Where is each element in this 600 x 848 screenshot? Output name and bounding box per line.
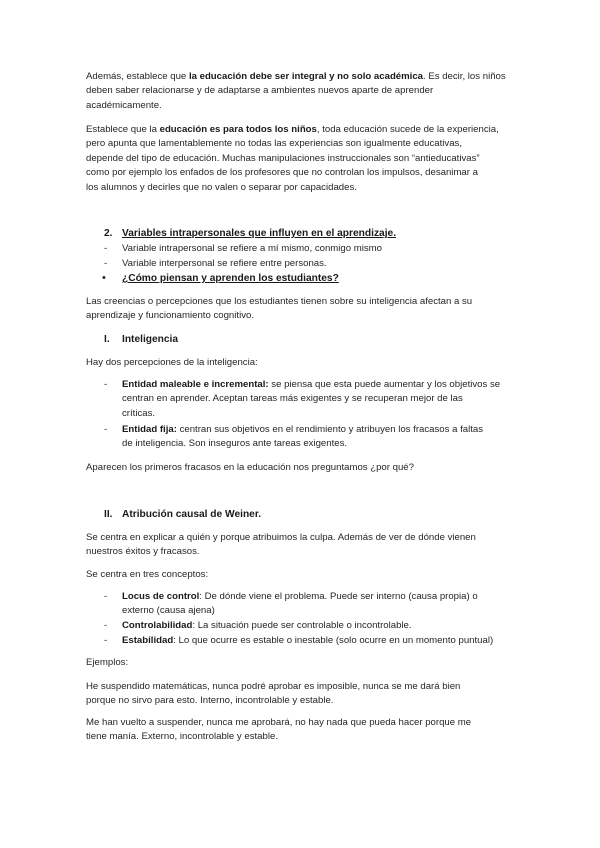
dash-marker: - (104, 424, 108, 435)
text-line: nuestros éxitos y fracasos. (86, 546, 200, 558)
text-line: académicamente. (86, 99, 162, 111)
intro-paragraph-1 (86, 70, 516, 113)
inteligencia-intro (86, 356, 516, 370)
text: , toda educación sucede de la experiencia, (316, 124, 499, 135)
list-item (122, 378, 522, 421)
list-item: Variable intrapersonal se refiere a mí mismo, conmigo mismo (122, 243, 383, 254)
dash-marker: - (104, 379, 108, 390)
section-title: Variables intrapersonales que influyen en el aprendizaje. (122, 228, 397, 239)
text-line: críticas. (122, 407, 156, 419)
text: : La situación puede ser controlable o incontrolable. (192, 620, 412, 631)
list-item (122, 423, 522, 452)
weiner-paragraph-2 (86, 568, 516, 582)
dash-marker: - (104, 635, 108, 646)
dash-marker: - (104, 243, 108, 254)
text-line: como por ejemplo los enfados de los profesores que no controlan los impulsos, desanimar a (86, 167, 478, 179)
section-number: I. (104, 334, 110, 345)
text-line: Se centra en tres conceptos: (86, 569, 209, 580)
text-line: externo (causa ajena) (122, 605, 215, 617)
text-line: de inteligencia. Son inseguros ante tareas exigentes. (122, 438, 348, 450)
text: Además, establece que (86, 71, 189, 82)
examples-label (86, 656, 516, 670)
text: : De dónde viene el problema. Puede ser interno (causa propia) o (199, 591, 478, 602)
dash-marker: - (104, 258, 108, 269)
text: : Lo que ocurre es estable o inestable (solo ocurre en un momento puntual) (173, 635, 494, 646)
text-line: deben saber relacionarse y de adaptarse a ambientes nuevos aparte de aprender (86, 85, 434, 97)
text: Establece que la (86, 124, 160, 135)
text-line: Se centra en explicar a quién y porque atribuimos la culpa. Además de ver de dónde vienen (86, 532, 476, 543)
term: Controlabilidad (122, 620, 193, 631)
text-line: centran en aprender. Aceptan tareas más exigentes y se recuperan mejor de las (122, 393, 463, 405)
text-line: Las creencias o percepciones que los estudiantes tienen sobre su inteligencia afectan a su (86, 296, 473, 307)
dash-marker: - (104, 591, 108, 602)
text-line: depende del tipo de educación. Muchas manipulaciones instruccionales son “antieducativas” (86, 152, 480, 164)
text-line: porque no sirvo para esto. Interno, incontrolable y estable. (86, 695, 334, 707)
list-item (122, 634, 522, 648)
term: Estabilidad (122, 635, 174, 646)
text-line: los alumnos y decirles que no valen o separar por capacidades. (86, 181, 357, 193)
text-line: He suspendido matemáticas, nunca podré aprobar es imposible, nunca se me dará bien (86, 681, 461, 692)
term: Entidad maleable e incremental: (122, 379, 269, 390)
list-item (122, 619, 522, 633)
text: centran sus objetivos en el rendimiento y atribuyen los fracasos a faltas (176, 424, 484, 435)
text-line: Aparecen los primeros fracasos en la educación nos preguntamos ¿por qué? (86, 462, 414, 473)
text-line: tiene manía. Externo, incontrolable y estable. (86, 731, 278, 743)
bold-text: la educación debe ser integral y no solo académica (188, 71, 424, 82)
text-line: Ejemplos: (86, 657, 129, 668)
text: . Es decir, los niños (423, 71, 506, 82)
text-line: Hay dos percepciones de la inteligencia: (86, 357, 258, 368)
section-2-paragraph (86, 295, 516, 324)
section-title: Inteligencia (122, 334, 179, 345)
bullet-heading: ¿Cómo piensan y aprenden los estudiantes? (122, 273, 339, 284)
section-number: II. (104, 509, 113, 520)
bold-text: educación es para todos los niños (159, 124, 317, 135)
intro-paragraph-2 (86, 123, 516, 195)
dash-marker: - (104, 620, 108, 631)
term: Locus de control (122, 591, 200, 602)
list-item (122, 590, 522, 619)
list-item: Variable interpersonal se refiere entre personas. (122, 258, 327, 269)
text-line: Me han vuelto a suspender, nunca me aprobará, no hay nada que pueda hacer porque me (86, 717, 472, 728)
text: se piensa que esta puede aumentar y los objetivos se (268, 379, 501, 390)
example-1 (86, 680, 516, 709)
inteligencia-closing (86, 461, 516, 475)
example-2 (86, 716, 516, 745)
bullet-marker: • (102, 272, 106, 284)
weiner-paragraph-1 (86, 531, 516, 560)
term: Entidad fija: (122, 424, 177, 435)
section-title: Atribución causal de Weiner. (122, 509, 262, 520)
text-line: pero apunta que lamentablemente no todas las experiencias son igualmente educativas, (86, 138, 463, 150)
text-line: aprendizaje y funcionamiento cognitivo. (86, 310, 254, 322)
section-number: 2. (104, 228, 113, 239)
